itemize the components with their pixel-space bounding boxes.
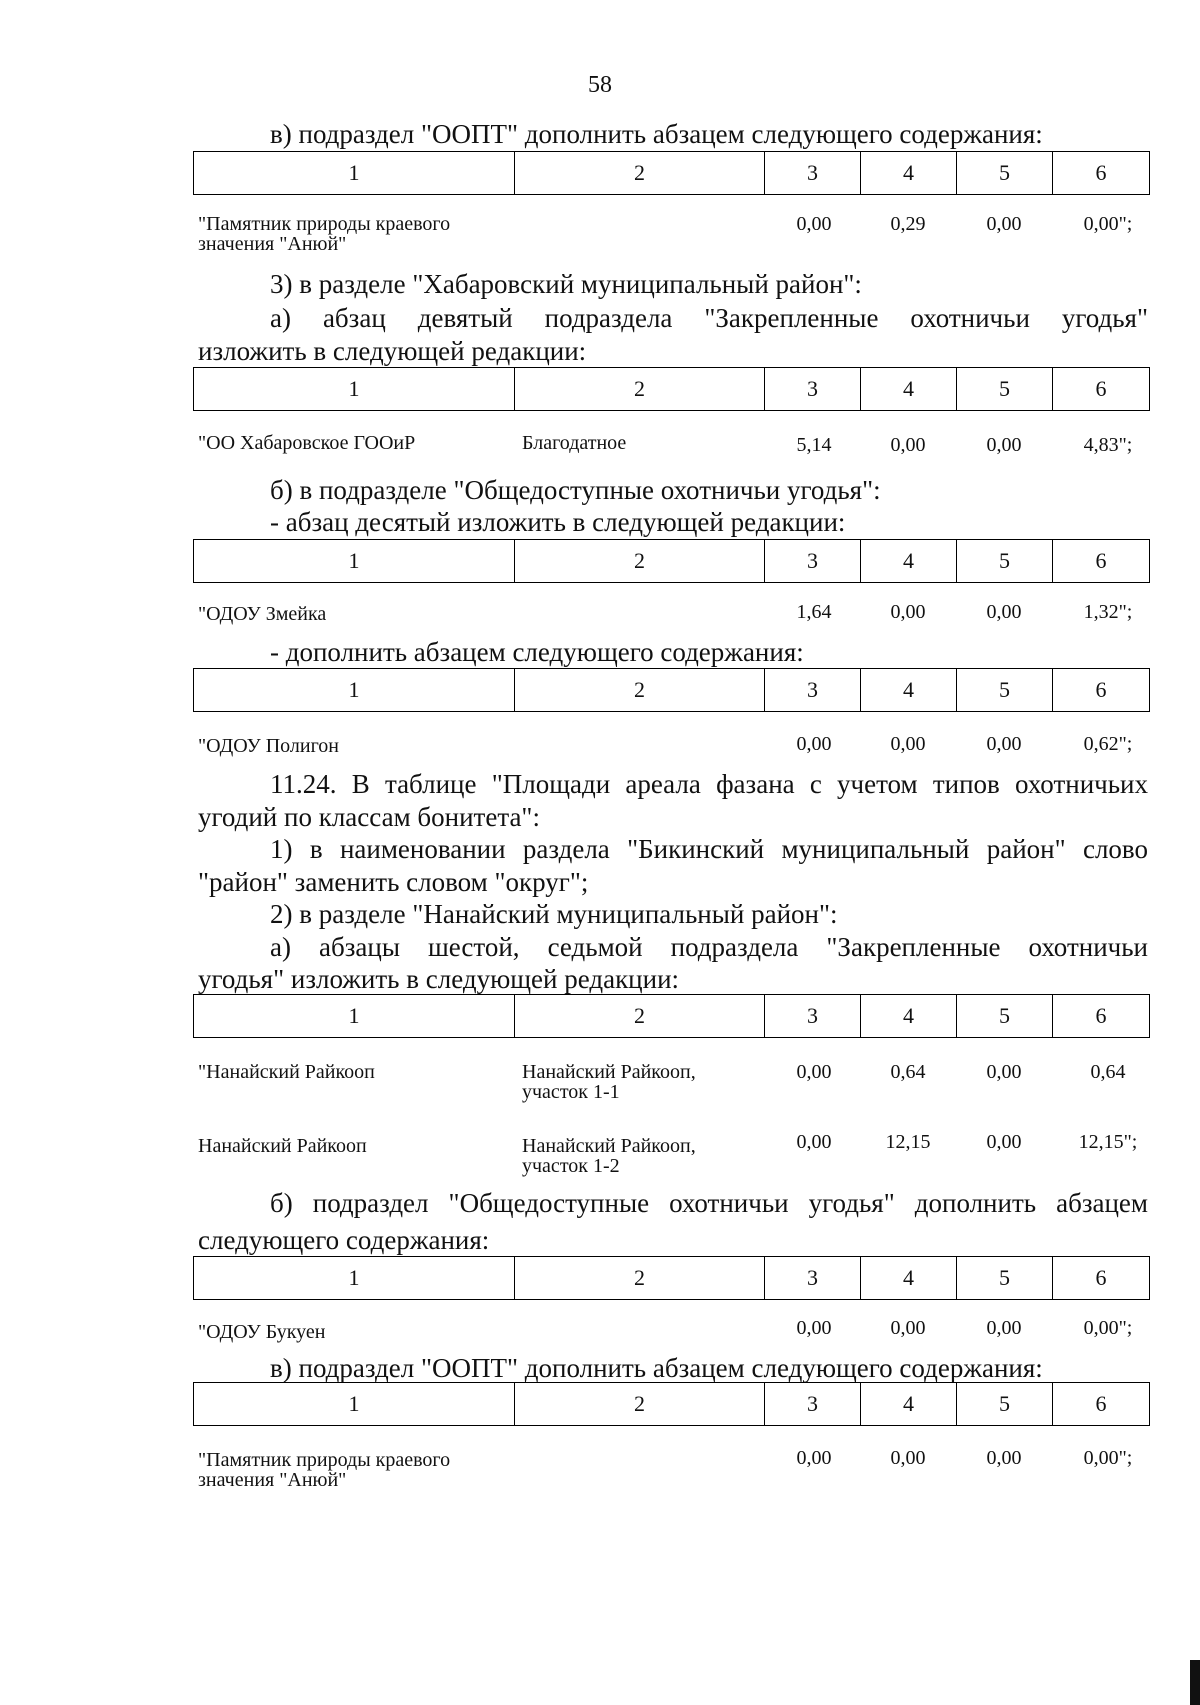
header-cell: 6	[1053, 152, 1150, 195]
row-value-3: 0,00	[796, 1061, 832, 1083]
row-name: "ОДОУ Букуен	[198, 1321, 326, 1343]
row-value-3: 5,14	[796, 434, 832, 456]
row-name: "ОО Хабаровское ГООиР	[198, 432, 416, 454]
column-header-table	[193, 1382, 1150, 1426]
header-cell: 1	[194, 368, 515, 411]
table-row	[198, 1448, 1158, 1492]
row-value-5: 0,00	[986, 1317, 1022, 1339]
header-cell: 1	[194, 1257, 515, 1300]
header-cell: 4	[861, 669, 957, 712]
row-value-4: 0,64	[890, 1061, 926, 1083]
column-header-table	[193, 668, 1150, 712]
row-value-6: 0,00";	[1083, 1447, 1133, 1469]
row-value-3: 0,00	[796, 1131, 832, 1153]
table-row	[198, 1132, 1158, 1176]
row-value-3: 0,00	[796, 733, 832, 755]
row-value-5: 0,00	[986, 213, 1022, 235]
header-cell: 2	[515, 995, 765, 1038]
paragraph-continuation: угодья" изложить в следующей редакции:	[198, 964, 680, 994]
row-value-3: 1,64	[796, 601, 832, 623]
column-header-table	[193, 539, 1150, 583]
row-value-3: 0,00	[796, 1447, 832, 1469]
paragraph: а) абзацы шестой, седьмой подраздела "Закрепленные охотничьи	[270, 932, 1148, 962]
row-area-name: Нанайский Райкооп, участок 1-2	[522, 1135, 696, 1177]
column-header-table	[193, 151, 1150, 195]
row-value-5: 0,00	[986, 1061, 1022, 1083]
paragraph-continuation: следующего содержания:	[198, 1225, 490, 1255]
header-cell: 5	[957, 540, 1053, 583]
row-value-5: 0,00	[986, 733, 1022, 755]
column-header-table	[193, 367, 1150, 411]
table-row	[198, 1062, 1158, 1106]
header-cell: 4	[861, 368, 957, 411]
table-row	[198, 214, 1158, 258]
header-cell: 5	[957, 368, 1053, 411]
row-value-6: 1,32";	[1083, 601, 1133, 623]
row-value-4: 0,00	[890, 1447, 926, 1469]
header-cell: 5	[957, 995, 1053, 1038]
row-value-6: 12,15";	[1078, 1131, 1138, 1153]
header-cell: 3	[765, 152, 861, 195]
row-value-5: 0,00	[986, 1447, 1022, 1469]
row-value-4: 12,15	[885, 1131, 931, 1153]
paragraph: б) в подразделе "Общедоступные охотничьи угодья":	[270, 475, 881, 505]
row-value-3: 0,00	[796, 1317, 832, 1339]
header-cell: 5	[957, 669, 1053, 712]
row-value-6: 0,00";	[1083, 1317, 1133, 1339]
header-cell: 6	[1053, 669, 1150, 712]
header-cell: 4	[861, 1257, 957, 1300]
header-cell: 6	[1053, 368, 1150, 411]
paragraph-continuation: изложить в следующей редакции:	[198, 336, 587, 366]
row-value-4: 0,00	[890, 434, 926, 456]
header-cell: 3	[765, 1383, 861, 1426]
header-cell: 1	[194, 669, 515, 712]
header-cell: 4	[861, 1383, 957, 1426]
row-value-6: 0,00";	[1083, 213, 1133, 235]
header-cell: 2	[515, 1257, 765, 1300]
header-cell: 1	[194, 995, 515, 1038]
header-cell: 1	[194, 540, 515, 583]
header-cell: 3	[765, 540, 861, 583]
column-header-table	[193, 1256, 1150, 1300]
header-cell: 5	[957, 1257, 1053, 1300]
paragraph-continuation: "район" заменить словом "округ";	[198, 867, 589, 897]
header-cell: 5	[957, 152, 1053, 195]
header-cell: 1	[194, 1383, 515, 1426]
paragraph: 11.24. В таблице "Площади ареала фазана с учетом типов охотничьих	[270, 769, 1148, 799]
header-cell: 2	[515, 540, 765, 583]
paragraph: а) абзац девятый подраздела "Закрепленные охотничьи угодья"	[270, 303, 1148, 333]
row-value-5: 0,00	[986, 601, 1022, 623]
paragraph: 3) в разделе "Хабаровский муниципальный район":	[270, 269, 862, 299]
row-value-4: 0,00	[890, 733, 926, 755]
header-cell: 4	[861, 540, 957, 583]
paragraph: - абзац десятый изложить в следующей редакции:	[270, 507, 846, 537]
row-name: "Нанайский Райкооп	[198, 1061, 375, 1083]
header-cell: 6	[1053, 1383, 1150, 1426]
header-cell: 3	[765, 1257, 861, 1300]
header-cell: 1	[194, 152, 515, 195]
row-area-name: Благодатное	[522, 432, 627, 454]
row-value-3: 0,00	[796, 213, 832, 235]
header-cell: 4	[861, 995, 957, 1038]
paragraph: - дополнить абзацем следующего содержания:	[270, 637, 804, 667]
header-cell: 2	[515, 368, 765, 411]
row-value-6: 4,83";	[1083, 434, 1133, 456]
row-value-5: 0,00	[986, 1131, 1022, 1153]
header-cell: 2	[515, 669, 765, 712]
scan-edge-mark	[1190, 1660, 1200, 1705]
header-cell: 3	[765, 995, 861, 1038]
row-name: "ОДОУ Змейка	[198, 603, 327, 625]
header-cell: 2	[515, 152, 765, 195]
row-value-6: 0,62";	[1083, 733, 1133, 755]
row-value-5: 0,00	[986, 434, 1022, 456]
paragraph-continuation: угодий по классам бонитета":	[198, 802, 540, 832]
row-area-name: Нанайский Райкооп, участок 1-1	[522, 1061, 696, 1103]
paragraph: 2) в разделе "Нанайский муниципальный район":	[270, 899, 838, 929]
header-cell: 6	[1053, 540, 1150, 583]
paragraph: 1) в наименовании раздела "Бикинский муниципальный район" слово	[270, 834, 1148, 864]
paragraph: в) подраздел "ООПТ" дополнить абзацем следующего содержания:	[270, 119, 1043, 149]
header-cell: 6	[1053, 995, 1150, 1038]
header-cell: 4	[861, 152, 957, 195]
row-value-4: 0,29	[890, 213, 926, 235]
header-cell: 5	[957, 1383, 1053, 1426]
row-name: "Памятник природы краевого значения "Анюй"	[198, 1449, 451, 1491]
paragraph: б) подраздел "Общедоступные охотничьи угодья" дополнить абзацем	[270, 1188, 1148, 1218]
row-value-4: 0,00	[890, 1317, 926, 1339]
row-value-4: 0,00	[890, 601, 926, 623]
row-name: Нанайский Райкооп	[198, 1135, 367, 1157]
header-cell: 2	[515, 1383, 765, 1426]
row-name: "ОДОУ Полигон	[198, 735, 340, 757]
header-cell: 3	[765, 669, 861, 712]
header-cell: 3	[765, 368, 861, 411]
header-cell: 6	[1053, 1257, 1150, 1300]
page-number: 58	[588, 72, 612, 98]
column-header-table	[193, 994, 1150, 1038]
paragraph: в) подраздел "ООПТ" дополнить абзацем следующего содержания:	[270, 1353, 1043, 1383]
row-value-6: 0,64	[1090, 1061, 1126, 1083]
table-row	[198, 433, 1158, 477]
row-name: "Памятник природы краевого значения "Анюй"	[198, 213, 451, 255]
